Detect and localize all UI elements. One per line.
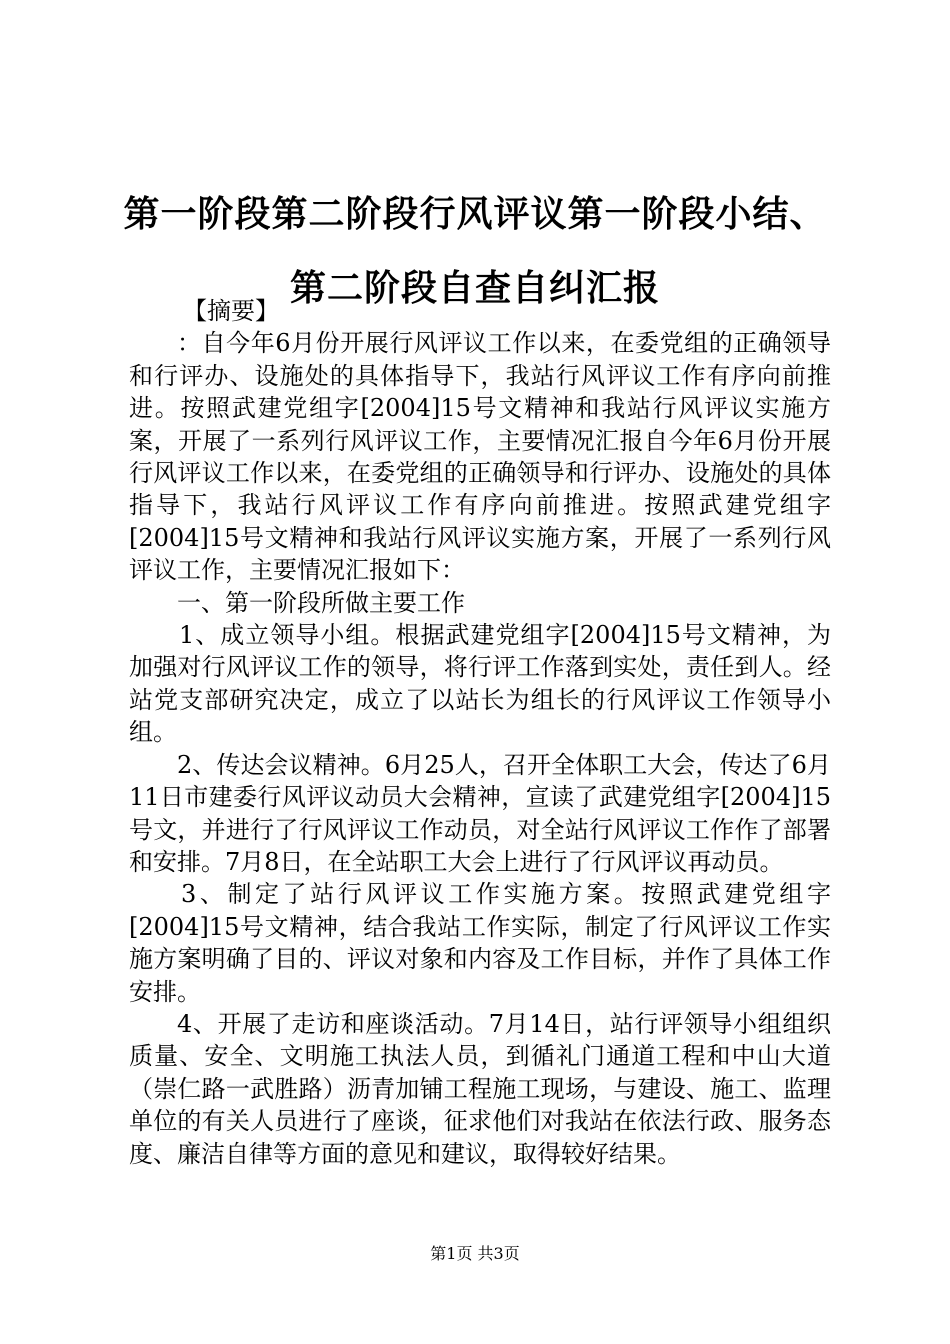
document-title: 第一阶段第二阶段行风评议第一阶段小结、第二阶段自查自纠汇报: [123, 194, 827, 309]
item-paragraph-2: 2、传达会议精神。6月25人，召开全体职工大会，传达了6月11日市建委行风评议动员大会精神，宣读了武建党组字[2004]15号文，并进行了行风评议工作动员，对全站行风评议工作作了部署和安排。7月8日，在全站职工大会上进行了行风评议再动员。: [129, 750, 831, 876]
item-paragraph-4: 4、开展了走访和座谈活动。7月14日，站行评领导小组组织质量、安全、文明施工执法人员，到循礼门通道工程和中山大道（崇仁路一武胜路）沥青加铺工程施工现场，与建设、施工、监理单位的有关人员进行了座谈，征求他们对我站在依法行政、服务态度、廉洁自律等方面的意见和建议，取得较好结果。: [129, 1009, 831, 1168]
abstract-label: 【摘要】: [183, 297, 279, 325]
page-footer: 第1页 共3页: [430, 1244, 520, 1263]
abstract-paragraph: ：自今年6月份开展行风评议工作以来，在委党组的正确领导和行评办、设施处的具体指导下，我站行风评议工作有序向前推进。按照武建党组字[2004]15号文精神和我站行风评议实施方案，开展了一系列行风评议工作，主要情况汇报自今年6月份开展行风评议工作以来，在委党组的正确领导和行评办、设施处的具体指导下，我站行风评议工作有序向前推进。按照武建党组字[2004]15号文精神和我站行风评议实施方案，开展了一系列行风评议工作，主要情况汇报如下：: [129, 329, 831, 585]
item-paragraph-1: 1、成立领导小组。根据武建党组字[2004]15号文精神，为加强对行风评议工作的领导，将行评工作落到实处，责任到人。经站党支部研究决定，成立了以站长为组长的行风评议工作领导小组。: [129, 621, 831, 747]
section-heading: 一、第一阶段所做主要工作: [177, 588, 465, 617]
item-paragraph-3: 3、制定了站行风评议工作实施方案。按照武建党组字[2004]15号文精神，结合我站工作实际，制定了行风评议工作实施方案明确了目的、评议对象和内容及工作目标，并作了具体工作安排。: [129, 880, 831, 1006]
document-body: [129, 295, 831, 1170]
